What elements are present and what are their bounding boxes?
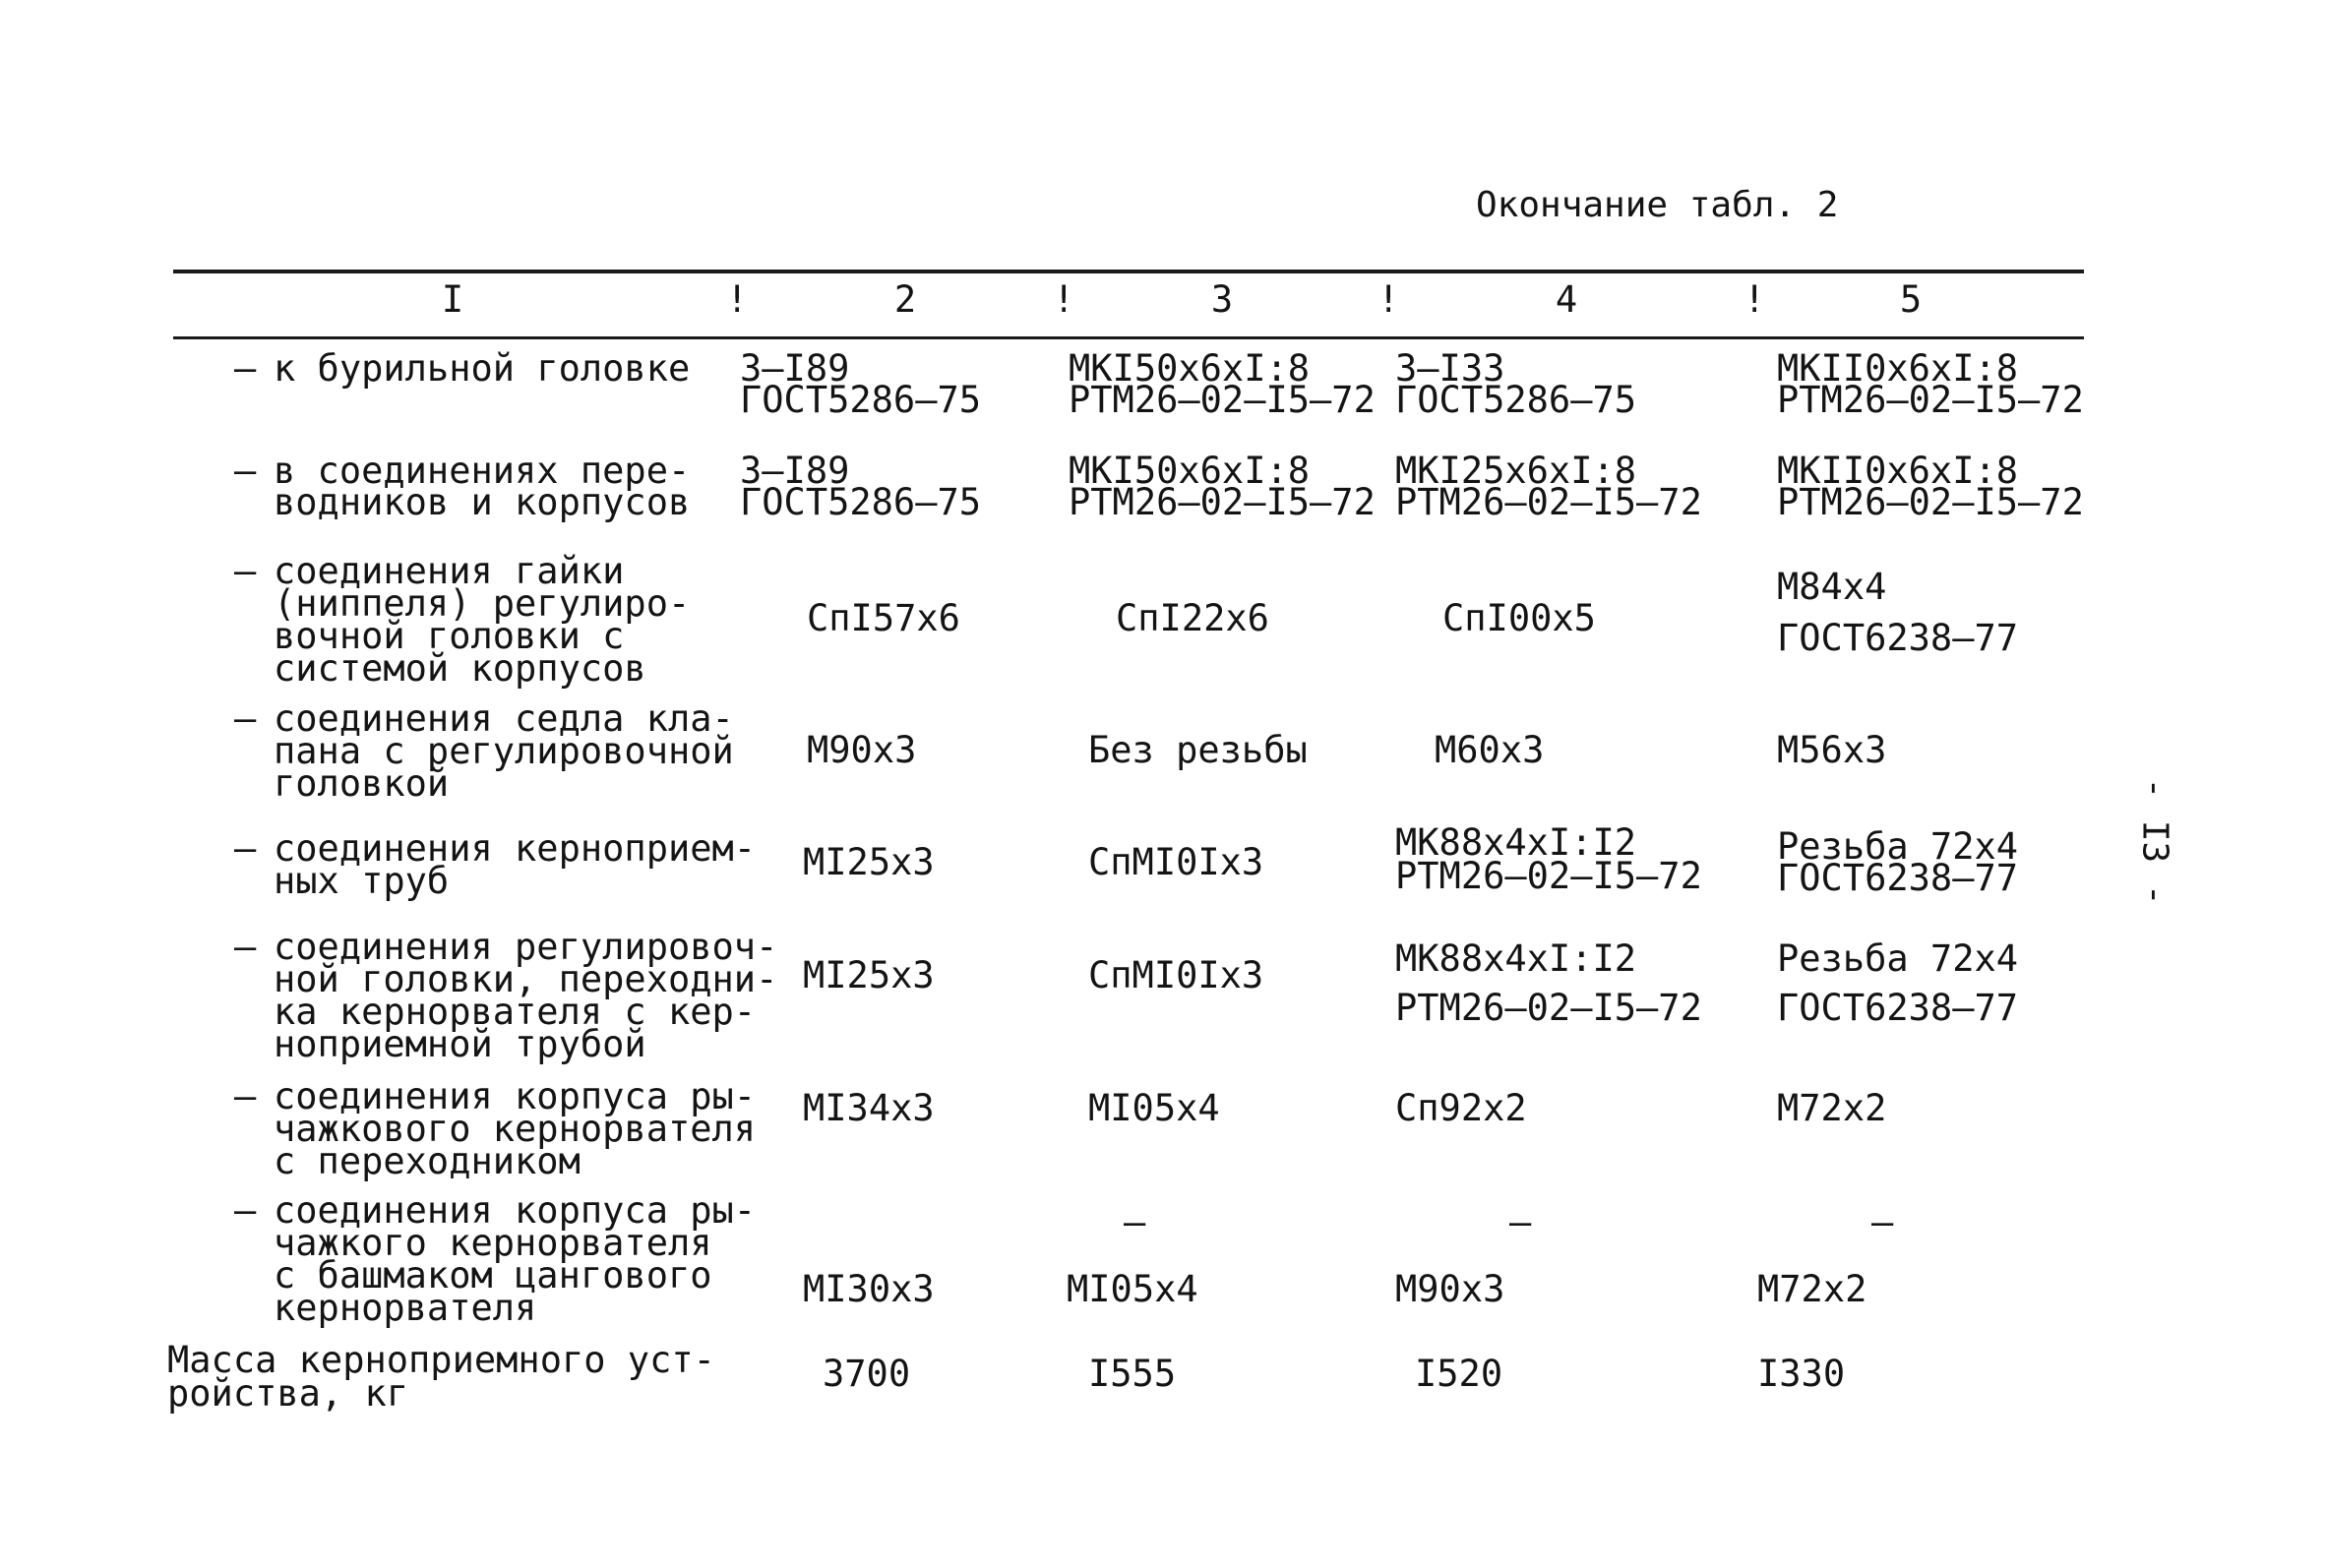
row-label-line: соединения корпуса ры-: [274, 1189, 757, 1232]
cell-col4-line: Сп92х2: [1395, 1087, 1527, 1129]
row-label-line: в соединениях пере-: [274, 450, 691, 492]
cell-col4-line: М90х3: [1395, 1268, 1505, 1310]
row-label-line: системой корпусов: [274, 647, 646, 690]
col-header-5: 5: [1899, 278, 1923, 321]
cell-col5-line: ГОСТ6238–77: [1777, 987, 2019, 1029]
cell-col3-line: СпМI0Iх3: [1088, 841, 1264, 883]
cell-col5-line: РТМ26–02–I5–72: [1777, 481, 2084, 523]
row-label-line: водников и корпусов: [274, 481, 691, 523]
page-number: [2115, 777, 2194, 905]
cell-col3-line: РТМ26–02–I5–72: [1069, 481, 1376, 523]
row-label-line: соединения гайки: [274, 550, 625, 592]
cell-col2-line: 3–I89: [740, 450, 850, 492]
cell-col4-line: МК88х4хI:I2: [1395, 821, 1637, 864]
row-label-line: (ниппеля) регулиро-: [274, 582, 691, 625]
table-top-rule: [173, 270, 2084, 273]
page-number-text: - I3 -: [2134, 776, 2175, 906]
cell-col2-line: МI30х3: [803, 1268, 935, 1310]
row-dash: –: [234, 1189, 257, 1232]
cell-col4-line: ГОСТ5286–75: [1395, 379, 1637, 421]
cell-col2-line: МI34х3: [803, 1087, 935, 1129]
row-label-line: с переходником: [274, 1140, 581, 1182]
cell-col2-line: 3700: [823, 1353, 911, 1395]
cell-col3-line: МКI50х6хI:8: [1069, 347, 1311, 390]
cell-col5-line: МКII0х6хI:8: [1777, 450, 2019, 492]
row-label-line: соединения корпуса ры-: [274, 1075, 757, 1117]
cell-col2-line: ГОСТ5286–75: [740, 379, 982, 421]
row-dash: –: [234, 550, 257, 592]
table-caption: Окончание табл. 2: [1476, 185, 1839, 225]
cell-col5-line: М72х2: [1777, 1087, 1887, 1129]
row-label-line: ройства, кг: [167, 1372, 409, 1415]
cell-col5-line: –: [1871, 1201, 1894, 1243]
col-separator: !: [1744, 278, 1766, 321]
cell-col3-line: СпI22х6: [1116, 597, 1269, 639]
row-label-line: соединения седла кла-: [274, 697, 734, 740]
cell-col3-line: МКI50х6хI:8: [1069, 450, 1311, 492]
cell-col5-line: М72х2: [1757, 1268, 1867, 1310]
cell-col2-line: СпI57х6: [807, 597, 960, 639]
cell-col4-line: I520: [1415, 1353, 1503, 1395]
row-dash: –: [234, 926, 257, 968]
cell-col5-line: Резьба 72х4: [1777, 825, 2019, 868]
row-label-line: чажкого кернорвателя: [274, 1222, 712, 1264]
cell-col4-line: 3–I33: [1395, 347, 1505, 390]
cell-col5-line: РТМ26–02–I5–72: [1777, 379, 2084, 421]
cell-col4-line: МК88х4хI:I2: [1395, 937, 1637, 980]
table-header-rule: [173, 336, 2084, 339]
row-label-line: к бурильной головке: [274, 347, 691, 390]
row-label-line: ноприемной трубой: [274, 1023, 646, 1065]
row-label-line: соединения регулировоч-: [274, 926, 778, 968]
cell-col3-line: РТМ26–02–I5–72: [1069, 379, 1376, 421]
cell-col2-line: 3–I89: [740, 347, 850, 390]
row-dash: –: [234, 347, 257, 390]
row-dash: –: [234, 450, 257, 492]
cell-col5-line: ГОСТ6238–77: [1777, 857, 2019, 899]
row-label-line: кернорвателя: [274, 1287, 537, 1329]
row-label-line: ной головки, переходни-: [274, 958, 778, 1000]
cell-col2-line: М90х3: [807, 729, 917, 771]
cell-col2-line: ГОСТ5286–75: [740, 481, 982, 523]
row-label-line: головкой: [274, 762, 450, 805]
cell-col3-line: СпМI0Iх3: [1088, 954, 1264, 996]
col-header-1: I: [441, 278, 464, 321]
cell-col4-line: МКI25х6хI:8: [1395, 450, 1637, 492]
col-separator: !: [1377, 278, 1400, 321]
cell-col2-line: МI25х3: [803, 954, 935, 996]
cell-col3-line: МI05х4: [1067, 1268, 1198, 1310]
row-label-line: вочной головки с: [274, 615, 625, 657]
row-label-line: пана с регулировочной: [274, 730, 734, 772]
row-label-line: ка кернорвателя с кер-: [274, 991, 757, 1033]
cell-col5-line: Резьба 72х4: [1777, 937, 2019, 980]
col-header-4: 4: [1555, 278, 1578, 321]
cell-col3-line: МI05х4: [1088, 1087, 1220, 1129]
cell-col4-line: РТМ26–02–I5–72: [1395, 481, 1702, 523]
col-header-2: 2: [893, 278, 917, 321]
row-dash: –: [234, 1075, 257, 1117]
cell-col3-line: Без резьбы: [1088, 729, 1308, 771]
cell-col5-line: М56х3: [1777, 729, 1887, 771]
cell-col4-line: РТМ26–02–I5–72: [1395, 855, 1702, 897]
cell-col5-line: МКII0х6хI:8: [1777, 347, 2019, 390]
row-label-line: соединения кернoприем-: [274, 827, 757, 870]
cell-col2-line: МI25х3: [803, 841, 935, 883]
row-label-line: с башмаком цангового: [274, 1254, 712, 1297]
cell-col5-line: ГОСТ6238–77: [1777, 617, 2019, 659]
row-label-line: Масса керноприемного уст-: [167, 1339, 715, 1381]
col-separator: !: [726, 278, 749, 321]
cell-col5-line: М84х4: [1777, 566, 1887, 608]
row-dash: –: [234, 827, 257, 870]
cell-col3-line: I555: [1088, 1353, 1177, 1395]
row-dash: –: [234, 697, 257, 740]
cell-col4-line: М60х3: [1435, 729, 1545, 771]
cell-col4-line: –: [1509, 1201, 1532, 1243]
cell-col4-line: РТМ26–02–I5–72: [1395, 987, 1702, 1029]
row-label-line: чажкового кернорвателя: [274, 1108, 757, 1150]
cell-col5-line: I330: [1757, 1353, 1846, 1395]
cell-col3-line: –: [1124, 1201, 1146, 1243]
row-label-line: ных труб: [274, 860, 450, 902]
col-header-3: 3: [1210, 278, 1234, 321]
cell-col4-line: СпI00х5: [1442, 597, 1596, 639]
col-separator: !: [1053, 278, 1075, 321]
